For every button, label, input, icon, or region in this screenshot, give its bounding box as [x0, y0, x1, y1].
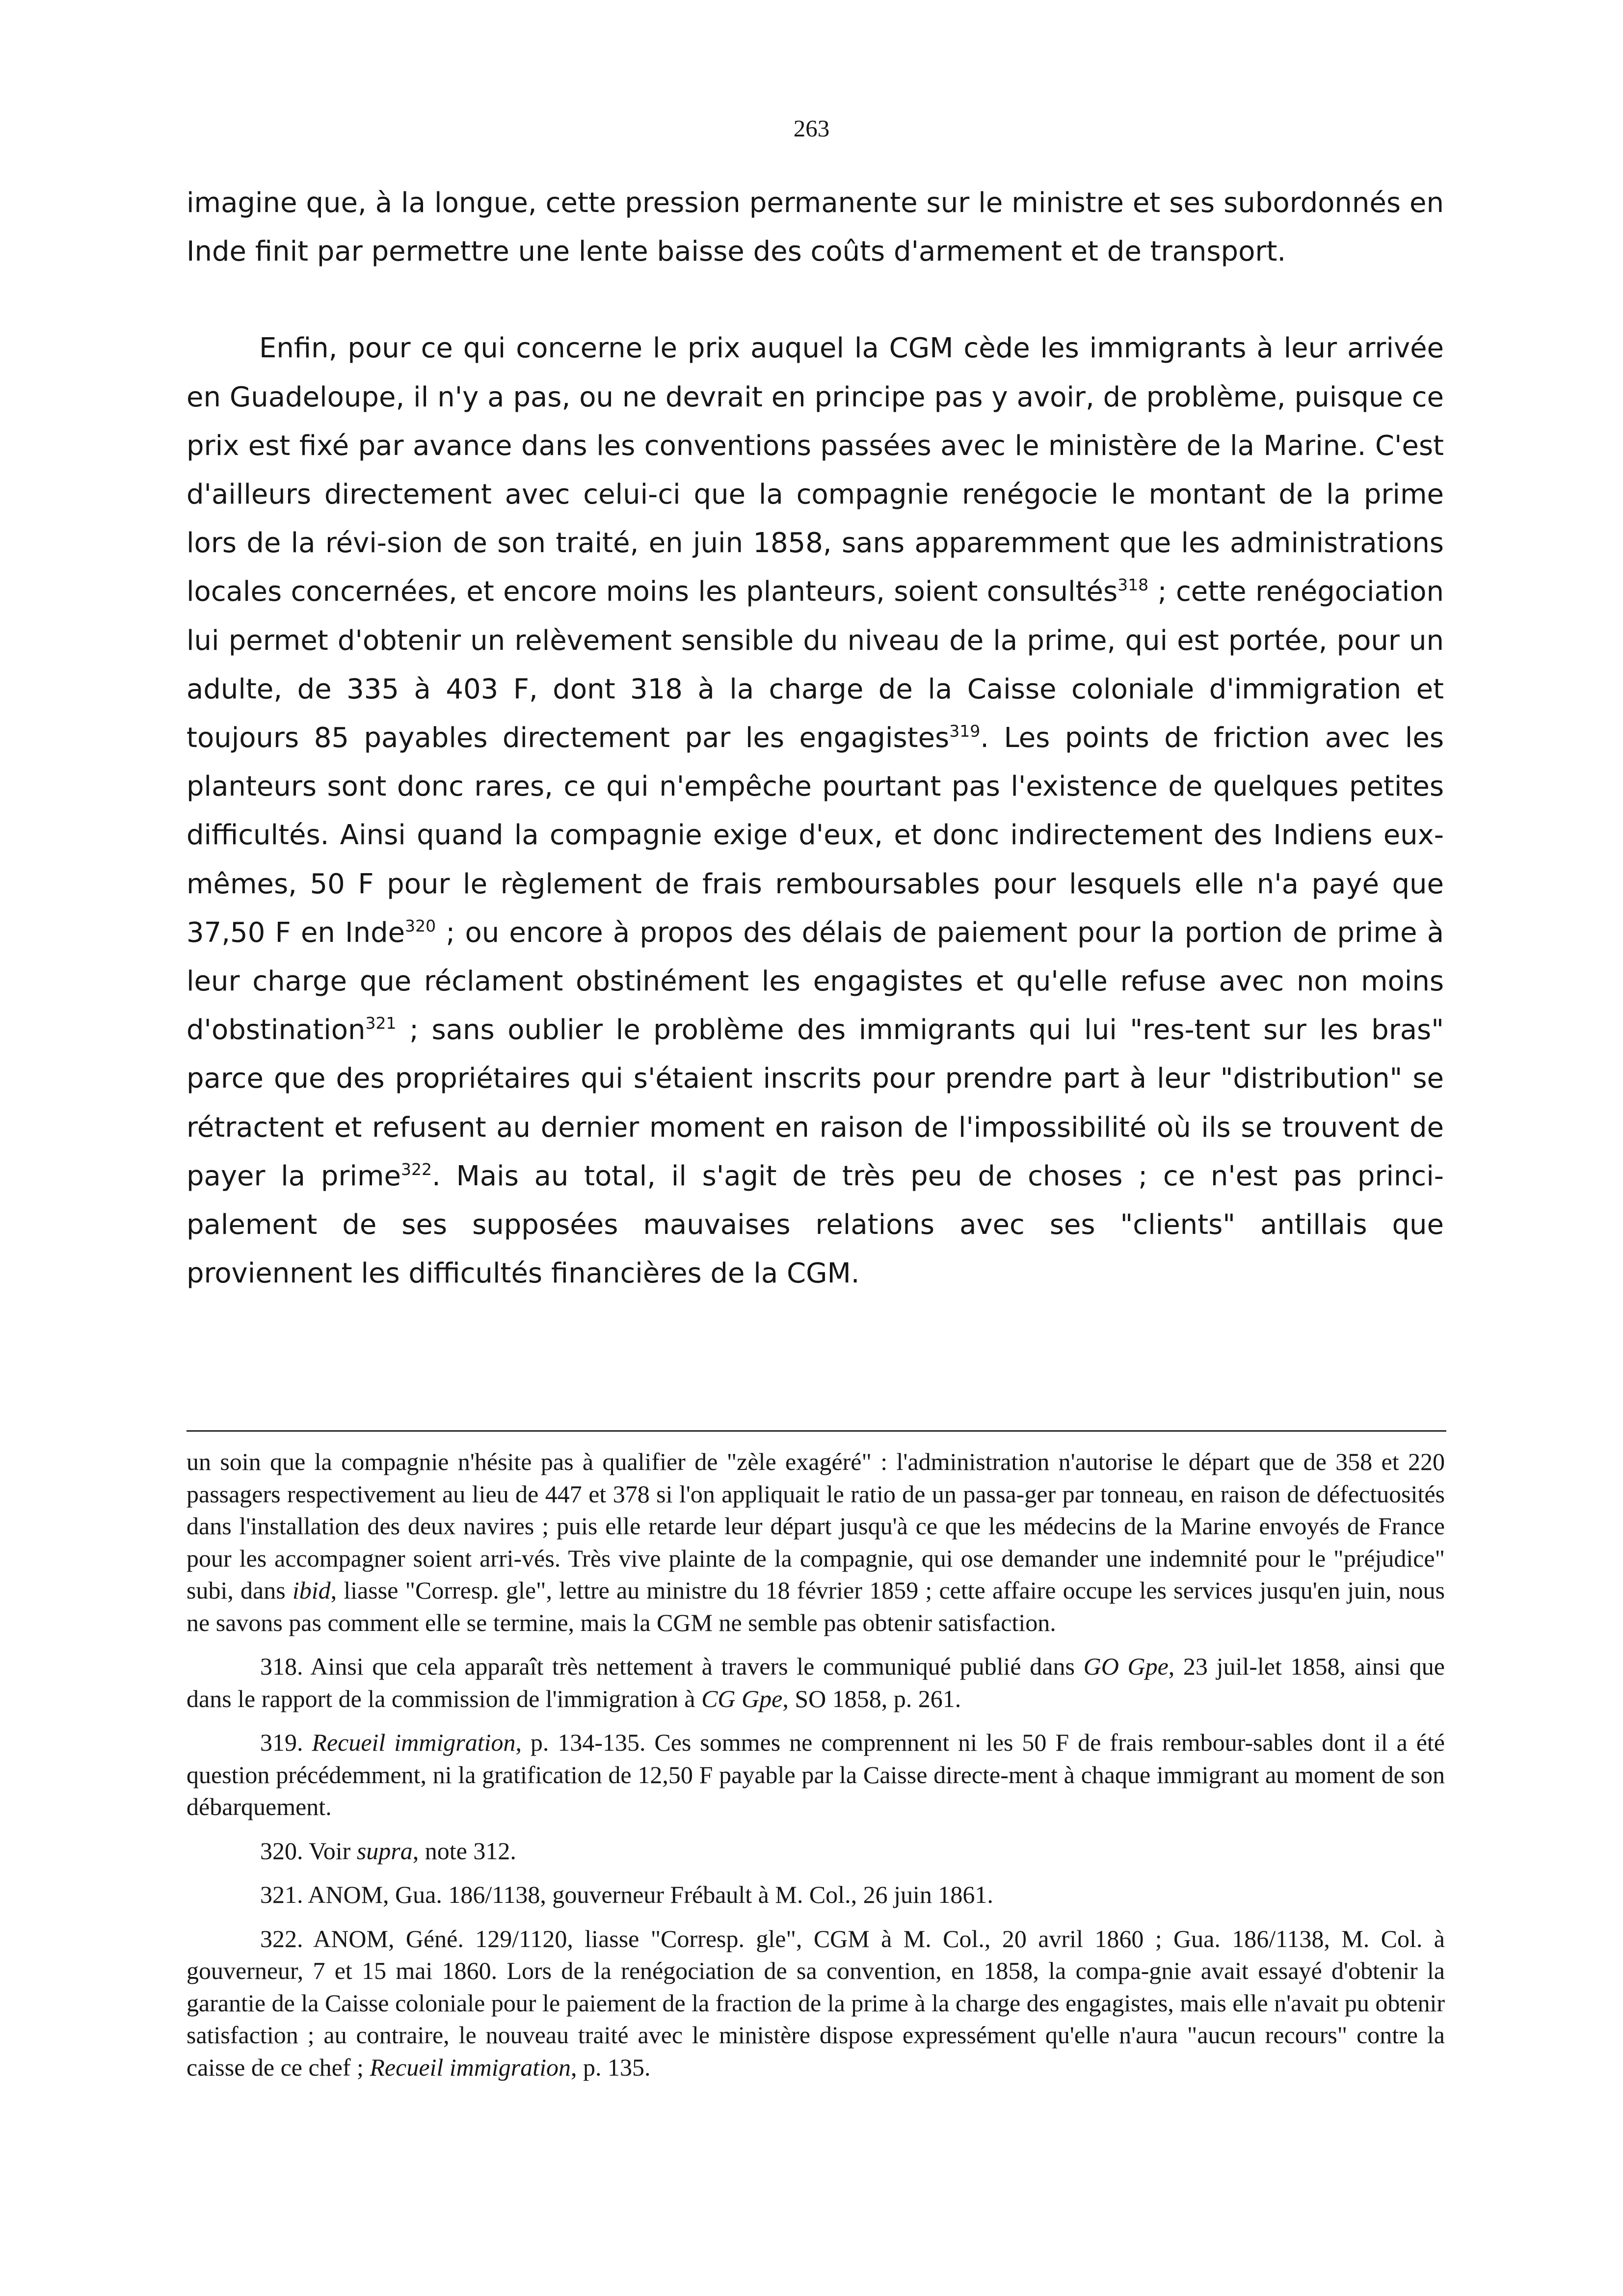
- paragraph-prime-negotiation: Enfin, pour ce qui concerne le prix auquel la CGM cède les immigrants à leur arrivée en Guadeloupe, il n'y a pas, ou ne devrait en principe pas y avoir, de problème, puisque ce prix est fixé par avance dans les conventions passées avec le ministère de la Marine. C'est d'ailleurs directement avec celui-ci que la compagnie renégocie le montant de la prime lors de la révi - sion de son traité, en juin 1858, sans apparemment que les administrations locales concernées, et encore moins les planteurs, soient consultés$^{318}$ ; cette renégociation lui permet d'obtenir un relèvement sensible du niveau de la prime, qui est portée, pour un adulte, de 335 à 403 F, dont 318 à la charge de la Caisse coloniale d'immigration et toujours 85 payables directement par les engagistes$^{319}$. Les points de friction avec les planteurs sont donc rares, ce qui n'empêche pourtant pas l'existence de quelques petites difficultés. Ainsi quand la compagnie exige d'eux, et donc indirectement des Indiens eux-mêmes, 50 F pour le règlement de frais remboursables pour lesquels elle n'a payé que 37,50 F en Inde$^{320}$ ; ou encore à propos des délais de paiement pour la portion de prime à leur charge que réclament obstinément les engagistes et qu'elle refuse avec non moins d'obstination$^{321}$ ; sans oublier le problème des immigrants qui lui "res - tent sur les bras" parce que des propriétaires qui s'étaient inscrits pour prendre part à leur "distribution" se rétractent et refusent au dernier moment en raison de l'impossibilité où ils se trouvent de payer la prime$^{322}$. Mais au total, il s'agit de très peu de choses ; ce n'est pas princi -palement de ses supposées mauvaises relations avec ses "clients" antillais que proviennent les difficultés financières de la CGM.: [186, 324, 1444, 1298]
- footnote-ref-319[interactable]: 319: [949, 721, 981, 741]
- footnote-separator: [186, 1430, 1446, 1432]
- footnote-ref-320[interactable]: 320: [405, 916, 436, 935]
- footnote-322: 322. ANOM, Géné. 129/1120, liasse "Corresp. gle", CGM à M. Col., 20 avril 1860 ; Gua. 186/1138, M. Col. à gouverneur, 7 et 15 mai 1860. Lors de la renégociation de sa convention, en 1858, la compa - gnie avait essayé d'obtenir la garantie de la Caisse coloniale pour le paiement de la fraction de la prime à la charge des engagistes, mais elle n'avait pu obtenir satisfaction ; au contraire, le nouveau traité avec le ministère dispose expressément qu'elle n'aura "aucun recours" contre la caisse de ce chef ; Recueil immigration, p. 135.: [186, 1923, 1445, 2084]
- footnote-continuation: un soin que la compagnie n'hésite pas à qualifier de "zèle exagéré" : l'administration n'autorise le départ que de 358 et 220 passagers respectivement au lieu de 447 et 378 si l'on appliquait le ratio de un passa - ger par tonneau, en raison de défectuosités dans l'installation des deux navires ; puis elle retarde leur départ jusqu'à ce que les médecins de la Marine envoyés de France pour les accompagner soient arri - vés. Très vive plainte de la compagnie, qui ose demander une indemnité pour le "préjudice" subi, dans ibid, liasse "Corresp. gle", lettre au ministre du 18 février 1859 ; cette affaire occupe les services jusqu'en juin, nous ne savons pas comment elle se termine, mais la CGM ne semble pas obtenir satisfaction.: [186, 1446, 1445, 1639]
- footnote-321: 321. ANOM, Gua. 186/1138, gouverneur Frébault à M. Col., 26 juin 1861.: [260, 1881, 993, 1908]
- page-number: 263: [793, 115, 830, 142]
- footnote-320: 320. Voir supra, note 312.: [260, 1837, 516, 1865]
- footnote-ref-318[interactable]: 318: [1117, 575, 1149, 595]
- paragraph-continuation: imagine que, à la longue, cette pression permanente sur le ministre et ses subordonnés en Inde finit par permettre une lente baisse des coûts d'armement et de transport.: [186, 187, 1444, 268]
- footnote-318: 318. Ainsi que cela apparaît très nettement à travers le communiqué publié dans GO Gpe, 23 juil - let 1858, ainsi que dans le rapport de la commission de l'immigration à CG Gpe, SO 1858, p. 261.: [186, 1651, 1445, 1715]
- main-text: [186, 179, 1444, 1298]
- footnotes: [186, 1446, 1445, 2083]
- footnote-ref-322[interactable]: 322: [400, 1159, 432, 1179]
- footnote-ref-321[interactable]: 321: [365, 1014, 397, 1033]
- footnote-319: 319. Recueil immigration, p. 134-135. Ces sommes ne comprennent ni les 50 F de frais rembour - sables dont il a été question précédemment, ni la gratification de 12,50 F payable par la Caisse directe - ment à chaque immigrant au moment de son débarquement.: [186, 1727, 1445, 1823]
